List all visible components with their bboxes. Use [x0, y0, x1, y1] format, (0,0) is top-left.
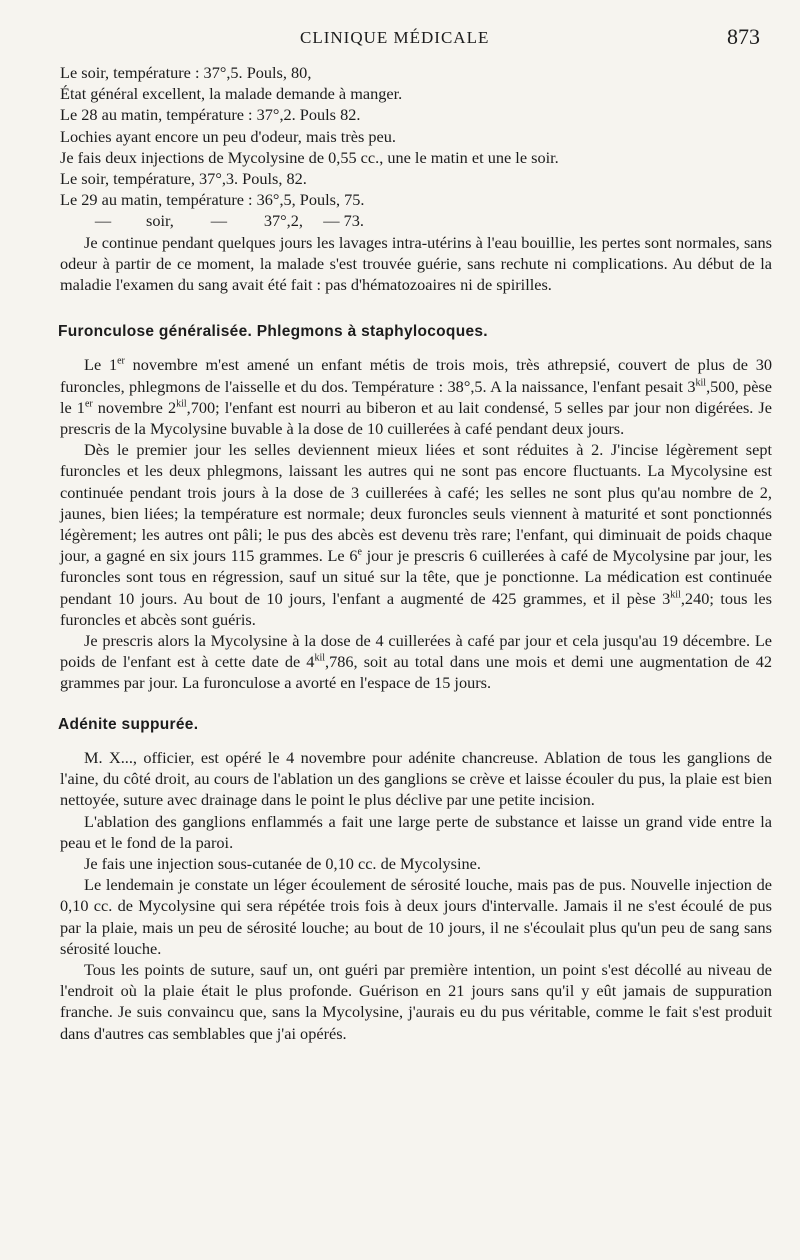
paragraph: Je continue pendant quelques jours les lavages intra-utérins à l'eau bouillie, les pertes sont normales, sans odeur à partir de ce moment, la malade s'est trouvée guérie, sans rechute ni complications. Au début de la maladie l'examen du sang avait été fait : pas d'hématozoaires ni de spirilles.	[60, 232, 772, 295]
paragraph: L'ablation des ganglions enflammés a fait une large perte de substance et laisse un grand vide entre la peau et le fond de la paroi.	[60, 811, 772, 852]
text-line: Lochies ayant encore un peu d'odeur, mais très peu.	[60, 126, 396, 146]
section-heading: Furonculose généralisée. Phlegmons à staphylocoques.	[58, 323, 488, 341]
paragraph: Je prescris alors la Mycolysine à la dose de 4 cuillerées à café par jour et cela jusqu'au 19 décembre. Le poids de l'enfant est à cette date de $4^{kil},786$, soit au total dans une mois et demi une augmentation de 42 grammes par jour. La furonculose a avorté en l'espace de 15 jours.	[60, 631, 772, 693]
running-head: CLINIQUE MÉDICALE	[300, 28, 490, 47]
text-line: Je fais deux injections de Mycolysine de 0,55 cc., une le matin et une le soir.	[60, 147, 559, 167]
text-line: Le 28 au matin, température : 37°,2. Pouls 82.	[60, 105, 361, 125]
page-body	[60, 62, 772, 1044]
paragraph: M. X..., officier, est opéré le 4 novembre pour adénite chancreuse. Ablation de tous les ganglions de l'aine, du côté droit, au cours de l'ablation un des ganglions se crève et laisse écouler du pus, la plaie est bien nettoyée, suture avec drainage dans le point le plus déclive par une petite incision.	[60, 747, 772, 810]
ditto-dash: —	[94, 211, 112, 231]
text-line: État général excellent, la malade demande à manger.	[60, 84, 403, 104]
paragraph: Je fais une injection sous-cutanée de 0,10 cc. de Mycolysine.	[84, 853, 481, 873]
text-line: Le soir, température, 37°,3. Pouls, 82.	[60, 169, 307, 189]
evening-label: soir,	[146, 211, 174, 231]
section-heading: Adénite suppurée.	[58, 715, 199, 733]
page-number: 873	[727, 24, 760, 49]
evening-pulse: — 73.	[323, 211, 364, 231]
text-line-evening	[60, 210, 772, 231]
ditto-dash: —	[210, 211, 227, 231]
text-line: Le soir, température : 37°,5. Pouls, 80,	[60, 63, 312, 82]
text-line: Le 29 au matin, température : 36°,5, Pouls, 75.	[60, 190, 365, 210]
paragraph: Le lendemain je constate un léger écoulement de sérosité louche, mais pas de pus. Nouvelle injection de 0,10 cc. de Mycolysine qui sera répétée trois fois à deux jours d'intervalle. Jamais il ne s'est écoulé de pus par la plaie, mais un peu de sérosité louche; au bout de 10 jours, il ne s'écoulait plus qu'un peu de sang sans sérosité louche.	[60, 875, 772, 958]
evening-temperature: 37°,2,	[263, 211, 303, 231]
page-header	[0, 22, 800, 58]
paragraph: Le 1er novembre m'est amené un enfant métis de trois mois, très athrepsié, couvert de plus de 30 furoncles, phlegmons de l'aisselle et du dos. Température : 38°,5. A la naissance, l'enfant pesait $3^{kil},500$, pèse le 1er novembre $2^{kil},700$; l'enfant est nourri au biberon et au lait condensé, 5 selles par jour non digérées. Je prescris de la Mycolysine buvable à la dose de 10 cuillerées à café pendant deux jours.	[60, 355, 773, 439]
paragraph: Tous les points de suture, sauf un, ont guéri par première intention, un point s'est décollé au niveau de l'endroit où la plaie était le plus profonde. Guérison en 21 jours sans qu'il y eût jamais de suppuration franche. Je suis convaincu que, sans la Mycolysine, j'aurais eu du pus véritable, comme le fait s'est produit dans d'autres cas semblables que j'ai opérés.	[60, 959, 772, 1043]
paragraph: Dès le premier jour les selles deviennent mieux liées et sont réduites à 2. J'incise légèrement sept furoncles et les deux phlegmons, laissant les autres qui ne sont pas encore fluctuants. La Mycolysine est continuée pendant trois jours à la dose de 3 cuillerées à café; les selles ne sont plus qu'au nombre de 2, jaunes, bien liées; la température est normale; deux furoncles seuls viennent à maturité et sont ponctionnés légèrement; les autres ont pâli; le pus des abcès est devenu très rare; l'enfant, qui diminuait de poids chaque jour, a gagné en six jours 115 grammes. Le 6e jour je prescris 6 cuillerées à café de Mycolysine par jour, les furoncles sont tous en régression, sauf un situé sur la tête, que je ponctionne. La médication est continuée pendant 10 jours. Au bout de 10 jours, l'enfant a augmenté de 425 grammes, et il pèse $3^{kil},240$; tous les furoncles et abcès sont guéris.	[60, 440, 773, 629]
